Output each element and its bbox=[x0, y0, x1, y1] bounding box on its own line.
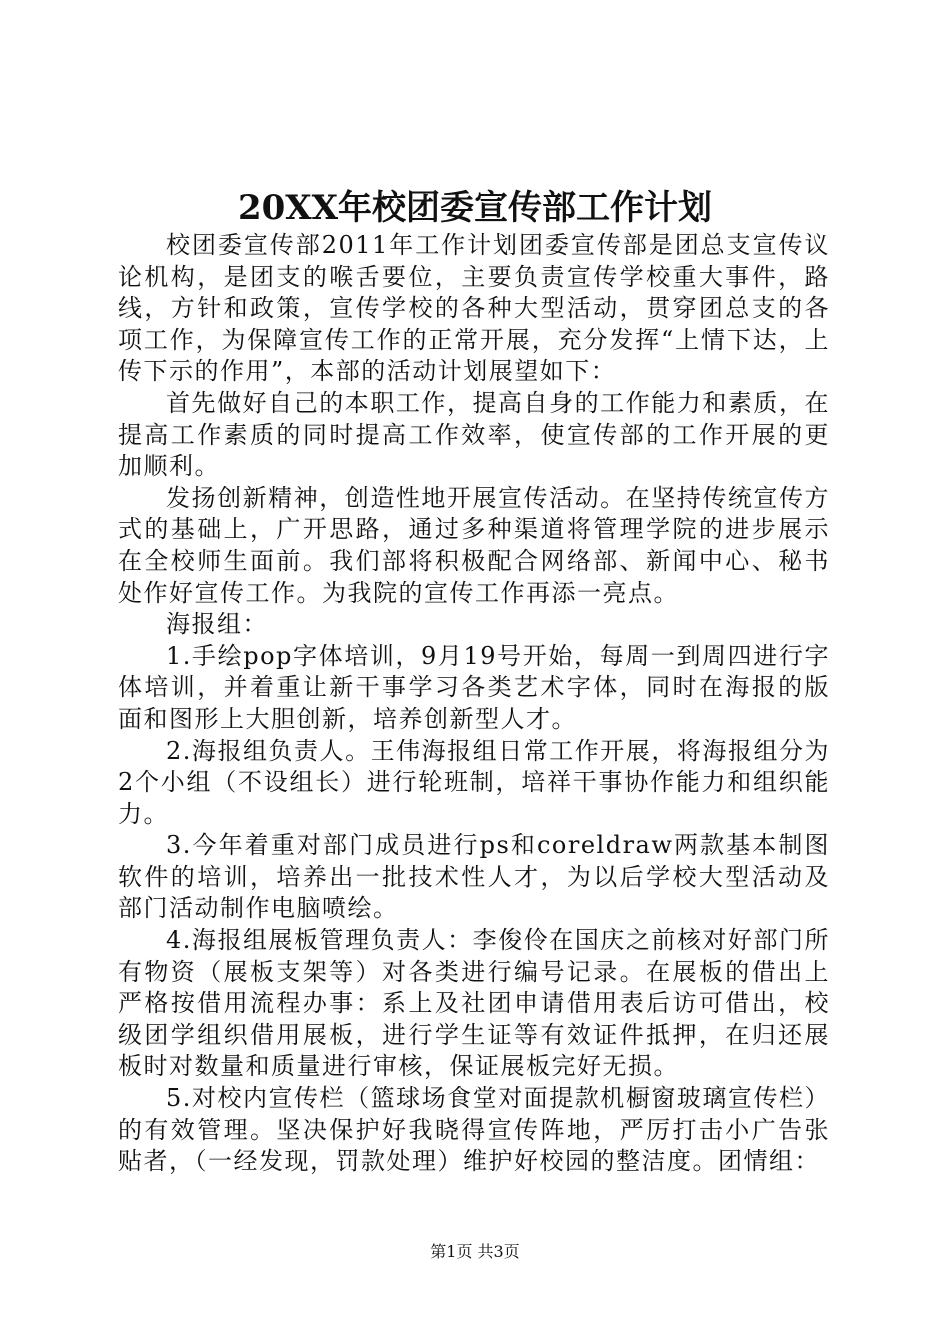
section-heading-poster-group: 海报组： bbox=[166, 610, 268, 639]
paragraph-duty: 首先做好自己的本职工作，提高自身的工作能力和素质，在提高工作素质的同时提高工作效率，使宣传部的工作开展的更加顺利。 bbox=[118, 388, 830, 481]
list-item-1: 1.手绘pop字体培训，9月19号开始，每周一到周四进行字体培训，并着重让新干事学习各类艺术字体，同时在海报的版面和图形上大胆创新，培养创新型人才。 bbox=[118, 641, 830, 733]
list-item-2: 2.海报组负责人。王伟海报组日常工作开展，将海报组分为2个小组（不设组长）进行轮班制，培祥干事协作能力和组织能力。 bbox=[118, 736, 830, 828]
list-item-3: 3.今年着重对部门成员进行ps和coreldraw两款基本制图软件的培训，培养出一批技术性人才，为以后学校大型活动及部门活动制作电脑喷绘。 bbox=[118, 831, 830, 923]
list-item-4: 4.海报组展板管理负责人：李俊伶在国庆之前核对好部门所有物资（展板支架等）对各类进行编号记录。在展板的借出上严格按借用流程办事：系上及社团申请借用表后访可借出，校级团学组织借用展板，进行学生证等有效证件抵押，在归还展板时对数量和质量进行审核，保证展板完好无损。 bbox=[118, 926, 830, 1081]
paragraph-innovation: 发扬创新精神，创造性地开展宣传活动。在坚持传统宣传方式的基础上，广开思路，通过多种渠道将管理学院的进步展示在全校师生面前。我们部将积极配合网络部、新闻中心、秘书处作好宣传工作。为我院的宣传工作再添一亮点。 bbox=[118, 483, 830, 607]
paragraph-intro: 校团委宣传部2011年工作计划团委宣传部是团总支宣传议论机构，是团支的喉舌要位，主要负责宣传学校重大事件，路线，方针和政策，宣传学校的各种大型活动，贯穿团总支的各项工作，为保障宣传工作的正常开展，充分发挥“上情下达，上传下示的作用”，本部的活动计划展望如下： bbox=[118, 231, 830, 386]
document-title: 20XX年校团委宣传部工作计划 bbox=[237, 188, 713, 228]
list-item-5: 5.对校内宣传栏（篮球场食堂对面提款机橱窗玻璃宣传栏）的有效管理。坚决保护好我晓得宣传阵地，严厉打击小广告张贴者，（一经发现，罚款处理）维护好校园的整洁度。团情组： bbox=[118, 1084, 830, 1176]
page-number-footer: 第1页 共3页 bbox=[430, 1242, 520, 1261]
document-body bbox=[118, 230, 830, 1178]
